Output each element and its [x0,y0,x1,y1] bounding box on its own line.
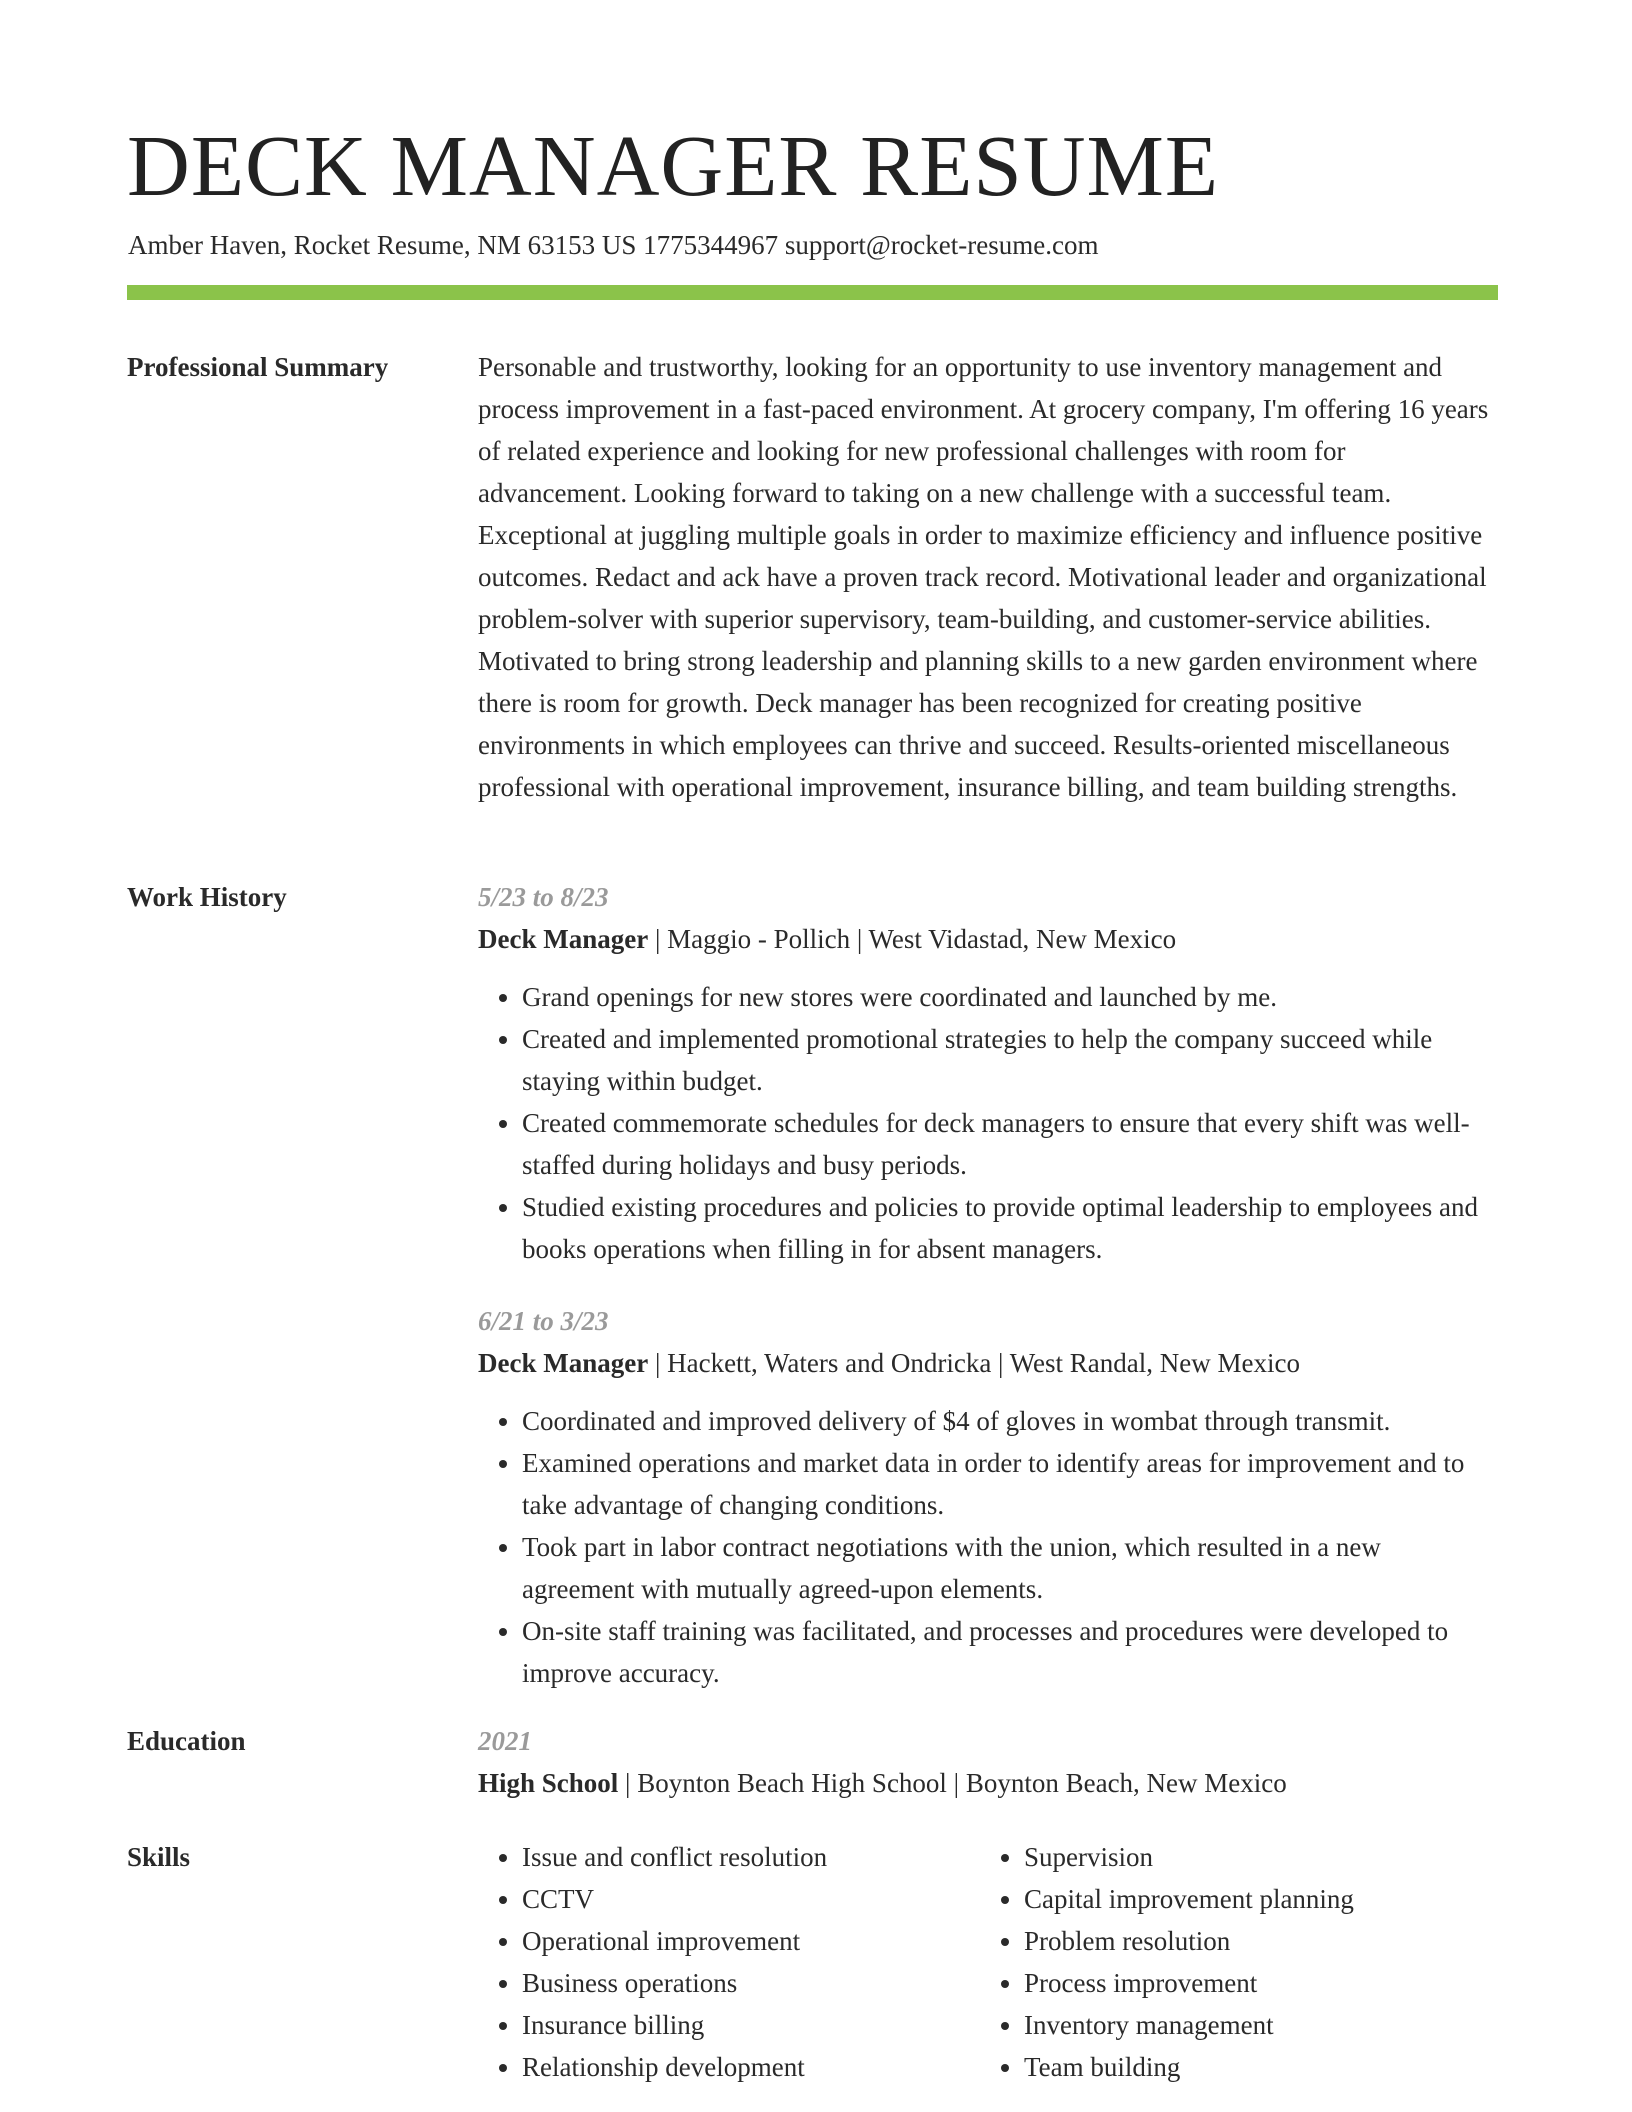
education-year: 2021 [478,1726,532,1756]
job-title: Deck Manager [478,1348,649,1378]
education-degree: High School [478,1768,619,1798]
skills-list-right [980,1836,1482,2088]
skill-item: • Supervision [1024,1836,1482,1878]
skill-item: • Insurance billing [522,2004,980,2046]
job-title: Deck Manager [478,924,649,954]
education-details: | Boynton Beach High School | Boynton Beach, New Mexico [618,1768,1287,1798]
skills-column-left [478,1836,980,2088]
skills-body [478,1836,1498,2088]
skill-item: • Team building [1024,2046,1482,2088]
job-bullet: • Examined operations and market data in order to identify areas for improvement and to take advantage of changing conditions. [522,1442,1498,1526]
skill-item: • CCTV [522,1878,980,1920]
accent-divider [127,285,1498,300]
education-body [478,1720,1498,1804]
job-bullet: • Created and implemented promotional strategies to help the company succeed while staying within budget. [522,1018,1498,1102]
work-history-body [478,876,1498,1694]
job-bullet: • Coordinated and improved delivery of $4 of gloves in wombat through transmit. [522,1400,1498,1442]
skill-item: • Operational improvement [522,1920,980,1962]
job-details: | Maggio - Pollich | West Vidastad, New Mexico [648,924,1177,954]
skill-item: • Inventory management [1024,2004,1482,2046]
summary-body [478,346,1498,808]
job-dates: 6/21 to 3/23 [478,1306,609,1336]
work-history-label: Work History [127,882,287,912]
job-entry [478,876,1498,1270]
job-dates: 5/23 to 8/23 [478,882,609,912]
skill-item: • Issue and conflict resolution [522,1836,980,1878]
job-bullet: • Studied existing procedures and policies to provide optimal leadership to employees and books operations when filling in for absent managers. [522,1186,1498,1270]
job-bullets [478,1400,1498,1694]
summary-text: Personable and trustworthy, looking for an opportunity to use inventory management and process improvement in a fast-paced environment. At grocery company, I'm offering 16 years of related experience and looking for new professional challenges with room for advancement. Looking forward to taking on a new challenge with a successful team. Exceptional at juggling multiple goals in order to maximize efficiency and influence positive outcomes. Redact and ack have a proven track record. Motivational leader and organizational problem-solver with superior supervisory, team-building, and customer-service abilities. Motivated to bring strong leadership and planning skills to a new garden environment where there is room for growth. Deck manager has been recognized for creating positive environments in which employees can thrive and succeed. Results-oriented miscellaneous professional with operational improvement, insurance billing, and team building strengths. [478,352,1489,802]
skills-column-right [980,1836,1482,2088]
education-label: Education [127,1726,246,1756]
job-details: | Hackett, Waters and Ondricka | West Randal, New Mexico [648,1348,1300,1378]
contact-line: Amber Haven, Rocket Resume, NM 63153 US 1775344967 support@rocket-resume.com [128,230,1099,260]
job-bullet: • Created commemorate schedules for deck managers to ensure that every shift was well-staffed during holidays and busy periods. [522,1102,1498,1186]
job-bullet: • Grand openings for new stores were coordinated and launched by me. [522,976,1498,1018]
skill-item: • Business operations [522,1962,980,2004]
skill-item: • Process improvement [1024,1962,1482,2004]
skills-columns [478,1836,1498,2088]
job-entry [478,1300,1498,1694]
skill-item: • Relationship development [522,2046,980,2088]
skill-item: • Problem resolution [1024,1920,1482,1962]
skill-item: • Capital improvement planning [1024,1878,1482,1920]
job-bullet: • On-site staff training was facilitated, and processes and procedures were developed to improve accuracy. [522,1610,1498,1694]
skills-label: Skills [127,1842,191,1872]
education-line [478,1762,1498,1804]
summary-label: Professional Summary [127,352,389,382]
job-bullets [478,976,1498,1270]
job-role-line [478,1342,1498,1384]
resume-title: DECK MANAGER RESUME [127,117,1220,214]
job-role-line [478,918,1498,960]
skills-list-left [478,1836,980,2088]
job-bullet: • Took part in labor contract negotiations with the union, which resulted in a new agreement with mutually agreed-upon elements. [522,1526,1498,1610]
